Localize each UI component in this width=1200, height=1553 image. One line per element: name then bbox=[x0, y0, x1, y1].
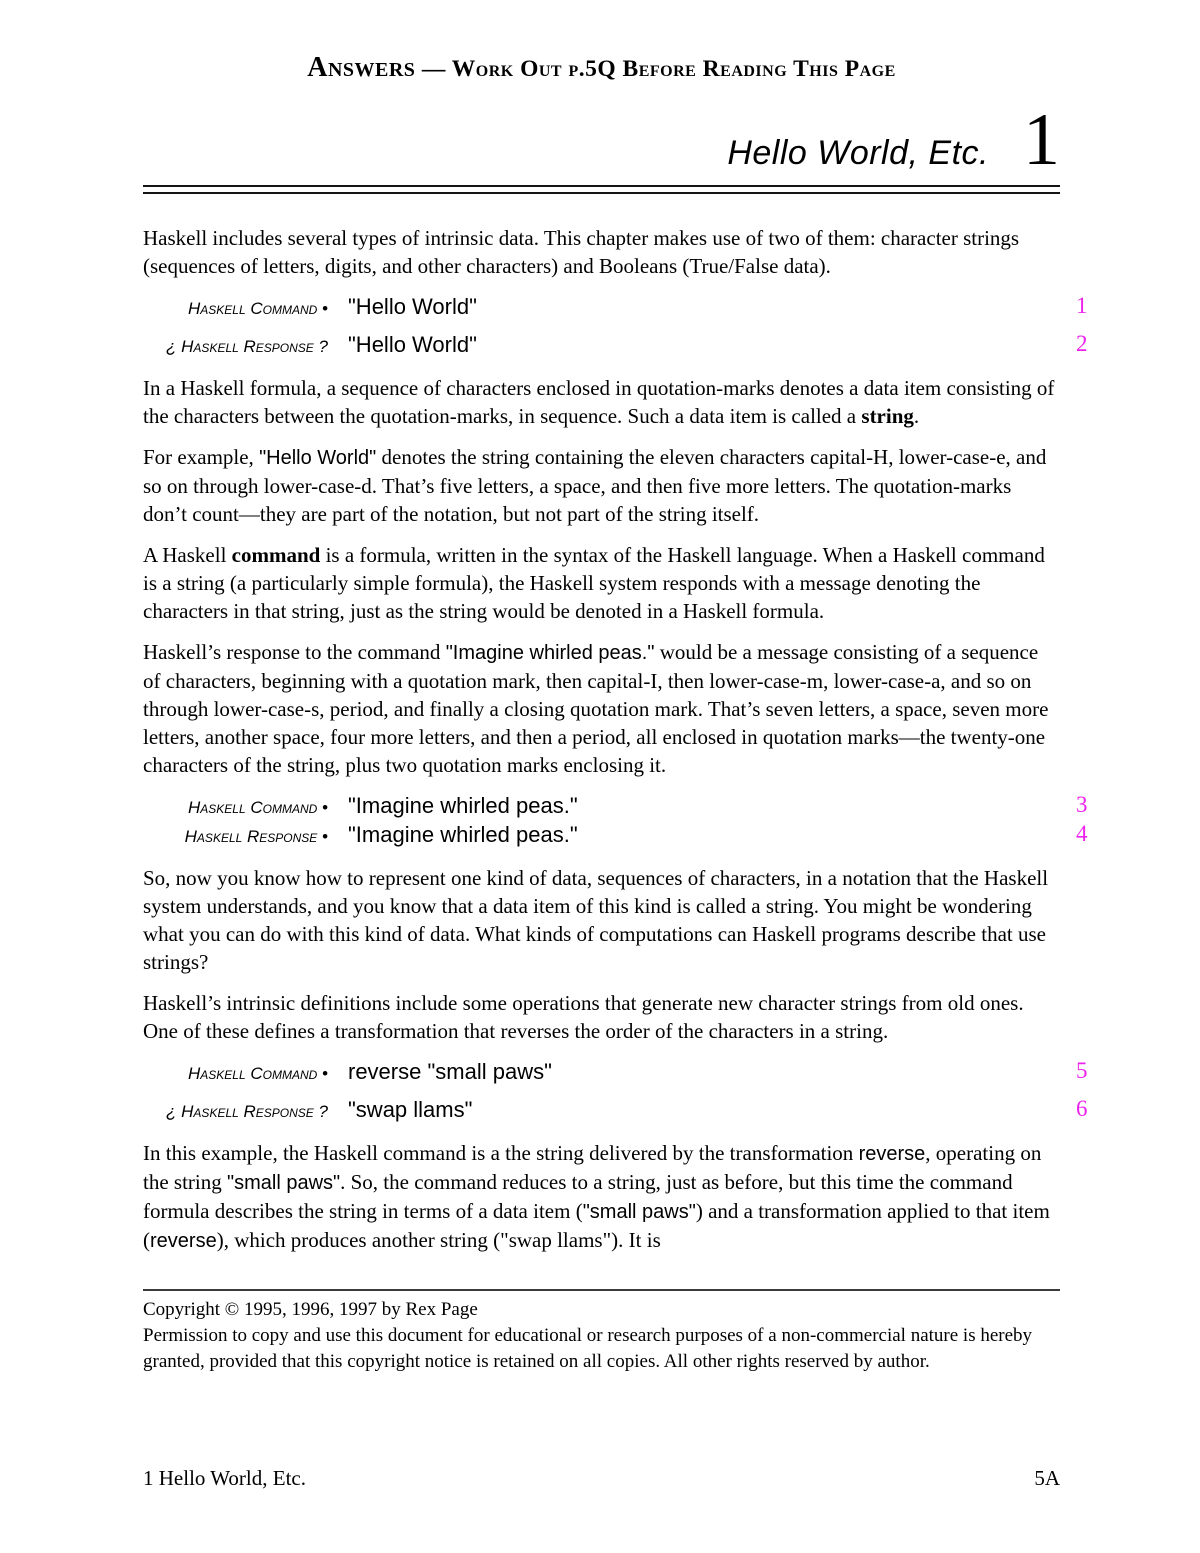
margin-line-number: 5 bbox=[1076, 1058, 1088, 1083]
command-row bbox=[143, 792, 1088, 821]
command-label: Haskell Response • bbox=[184, 827, 328, 846]
command-code: "swap llams" bbox=[348, 1097, 473, 1122]
double-rule-divider bbox=[143, 185, 1060, 194]
paragraph bbox=[143, 864, 1060, 976]
paragraph bbox=[143, 541, 1060, 625]
body-text: denotes the string containing the eleven characters capital-H, lower-case-e, and so on through lower-case-d. That’s five letters, a space, and then five more letters. The quotation-marks don’t count—they are part of the notation, but not part of the string itself. bbox=[143, 445, 1047, 526]
body-text: would be a message consisting of a sequence of characters, beginning with a quotation mark, then capital-I, then lower-case-m, lower-case-a, and so on through lower-case-s, period, and finally a closing quotation mark. That’s seven letters, a space, seven more letters, another space, four more letters, and then a period, all enclosed in quotation marks—the twenty-one characters of the string, plus two quotation marks enclosing it. bbox=[143, 640, 1049, 777]
command-label: ¿ Haskell Response ? bbox=[166, 337, 328, 356]
body-text: Haskell’s intrinsic definitions include some operations that generate new character strings from old ones. One of these defines a transformation that reverses the order of the characters in a string. bbox=[143, 991, 1024, 1043]
inline-code-text: "small paws" bbox=[227, 1172, 341, 1194]
chapter-title-row bbox=[143, 99, 1060, 181]
document-page bbox=[143, 0, 1088, 1375]
paragraph bbox=[143, 1139, 1060, 1255]
footnote-rule bbox=[143, 1289, 1060, 1291]
margin-line-number: 2 bbox=[1076, 331, 1088, 356]
body-text: For example, bbox=[143, 445, 260, 469]
command-label: Haskell Command • bbox=[188, 1064, 328, 1083]
page-footer-left: 1 Hello World, Etc. bbox=[143, 1466, 306, 1490]
inline-code-text: reverse bbox=[150, 1230, 217, 1252]
command-label: ¿ Haskell Response ? bbox=[166, 1102, 328, 1121]
command-row bbox=[143, 821, 1088, 850]
body-text: string bbox=[861, 404, 914, 428]
running-head-first-word: Answers bbox=[307, 52, 416, 83]
copyright-permission: Permission to copy and use this document for educational or research purposes of a non-commercial nature is hereby granted, provided that this copyright notice is retained on all copies. All other rights reserved by author. bbox=[143, 1325, 1033, 1372]
page-footer bbox=[143, 1466, 1060, 1491]
paragraph bbox=[143, 224, 1060, 280]
body-text: is a formula, written in the syntax of the Haskell language. When a Haskell command is a string (a particularly simple formula), the Haskell system responds with a message denoting the characters in that string, just as the string would be denoted in a Haskell formula. bbox=[143, 543, 1045, 623]
paragraph bbox=[143, 443, 1060, 528]
document-body bbox=[143, 224, 1088, 1255]
command-row bbox=[143, 1058, 1088, 1087]
body-text: ), which produces another string ("swap llams"). It is bbox=[216, 1228, 661, 1252]
paragraph bbox=[143, 374, 1060, 430]
command-row bbox=[143, 331, 1088, 360]
body-text: In a Haskell formula, a sequence of characters enclosed in quotation-marks denotes a data item consisting of the characters between the quotation-marks, in sequence. Such a data item is called a bbox=[143, 376, 1055, 428]
command-group bbox=[143, 293, 1088, 360]
running-head-rest: — Work Out p.5Q Before Reading This Page bbox=[415, 56, 896, 82]
command-label: Haskell Command • bbox=[188, 798, 328, 817]
inline-code-text: reverse bbox=[858, 1143, 926, 1165]
command-code: "Imagine whirled peas." bbox=[348, 793, 578, 818]
paragraph bbox=[143, 989, 1060, 1045]
body-text: Haskell’s response to the command bbox=[143, 640, 446, 664]
copyright-footnote bbox=[143, 1289, 1060, 1375]
page-footer-right: 5A bbox=[1034, 1466, 1060, 1490]
copyright-line: Copyright © 1995, 1996, 1997 by Rex Page bbox=[143, 1299, 478, 1320]
inline-code-text: "Hello World" bbox=[259, 447, 377, 469]
command-group bbox=[143, 792, 1088, 850]
margin-line-number: 1 bbox=[1076, 293, 1088, 318]
command-group bbox=[143, 1058, 1088, 1125]
body-text: . So, the command reduces to a string, just as before, but this time the command formula describes the string in terms of a data item ( bbox=[143, 1170, 1013, 1223]
running-head bbox=[143, 52, 1060, 84]
body-text: command bbox=[231, 543, 321, 567]
body-text: Haskell includes several types of intrinsic data. This chapter makes use of two of them: character strings (sequences of letters, digits, and other characters) and Booleans (True/False data). bbox=[143, 226, 1020, 278]
command-code: "Imagine whirled peas." bbox=[348, 822, 578, 847]
margin-line-number: 3 bbox=[1076, 792, 1088, 817]
body-text: In this example, the Haskell command is a the string delivered by the transformation bbox=[143, 1141, 859, 1165]
chapter-number: 1 bbox=[1023, 99, 1060, 181]
margin-line-number: 4 bbox=[1076, 821, 1088, 846]
margin-line-number: 6 bbox=[1076, 1096, 1088, 1121]
command-label: Haskell Command • bbox=[188, 299, 328, 318]
paragraph bbox=[143, 638, 1060, 779]
command-code: reverse "small paws" bbox=[348, 1059, 552, 1084]
command-row bbox=[143, 1096, 1088, 1125]
body-text: . bbox=[913, 404, 920, 428]
inline-code-text: "Imagine whirled peas." bbox=[445, 642, 655, 664]
chapter-title: Hello World, Etc. bbox=[727, 134, 989, 172]
body-text: A Haskell bbox=[143, 543, 232, 567]
body-text: So, now you know how to represent one kind of data, sequences of characters, in a notation that the Haskell system understands, and you know that a data item of this kind is called a string. You might be wondering what you can do with this kind of data. What kinds of computations can Haskell programs describe that use strings? bbox=[143, 866, 1049, 974]
body-text: ) and a transformation applied to that item ( bbox=[143, 1199, 1050, 1252]
inline-code-text: "small paws" bbox=[582, 1201, 696, 1223]
command-code: "Hello World" bbox=[348, 294, 477, 319]
command-code: "Hello World" bbox=[348, 332, 477, 357]
command-row bbox=[143, 293, 1088, 322]
body-text: , operating on the string bbox=[143, 1141, 1042, 1194]
